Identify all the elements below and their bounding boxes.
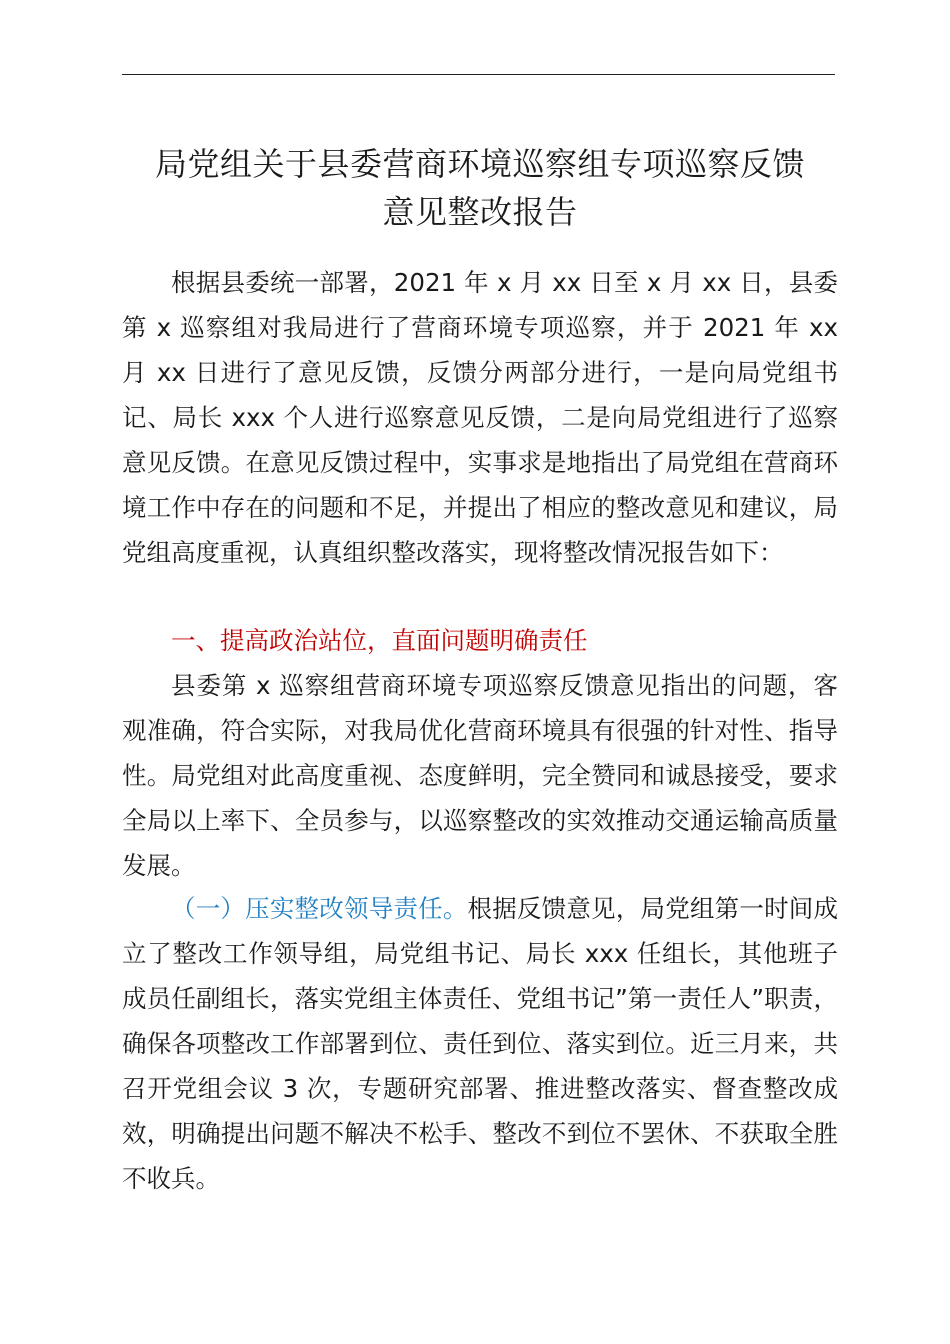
title-line-2: 意见整改报告: [382, 193, 578, 231]
header-rule: [122, 74, 835, 75]
title-line-1: 局党组关于县委营商环境巡察组专项巡察反馈: [154, 145, 805, 183]
subsection-1-text: 根据反馈意见，局党组第一时间成立了整改工作领导组，局党组书记、局长 xxx 任组长，其他班子成员任副组长，落实党组主体责任、党组书记”第一责任人”职责，确保各项整改工作部署到位、责任到位、落实到位。近三月来，共召开党组会议 3 次，专题研究部署、推进整改落实、督查整改成效，明确提出问题不解决不松手、整改不到位不罢休、不获取全胜不收兵。: [122, 894, 839, 1193]
paragraph-intro: 根据县委统一部署，2021 年 x 月 xx 日至 x 月 xx 日，县委第 x 巡察组对我局进行了营商环境专项巡察，并于 2021 年 xx 月 xx 日进行了意见反馈，反馈分两部分进行，一是向局党组书记、局长 xxx 个人进行巡察意见反馈，二是向局党组进行了巡察意见反馈。在意见反馈过程中，实事求是地指出了局党组在营商环境工作中存在的问题和不足，并提出了相应的整改意见和建议，局党组高度重视，认真组织整改落实，现将整改情况报告如下：: [122, 268, 838, 567]
paragraph-section-1: 县委第 x 巡察组营商环境专项巡察反馈意见指出的问题，客观准确，符合实际，对我局优化营商环境具有很强的针对性、指导性。局党组对此高度重视、态度鲜明，完全赞同和诚恳接受，要求全局以上率下、全员参与，以巡察整改的实效推动交通运输高质量发展。: [122, 671, 838, 880]
paragraph-subsection-1: [122, 886, 838, 1201]
subheading-1: （一）压实整改领导责任。: [171, 894, 468, 923]
section-heading-1: 一、提高政治站位，直面问题明确责任: [171, 626, 588, 655]
document-title: [110, 140, 850, 236]
